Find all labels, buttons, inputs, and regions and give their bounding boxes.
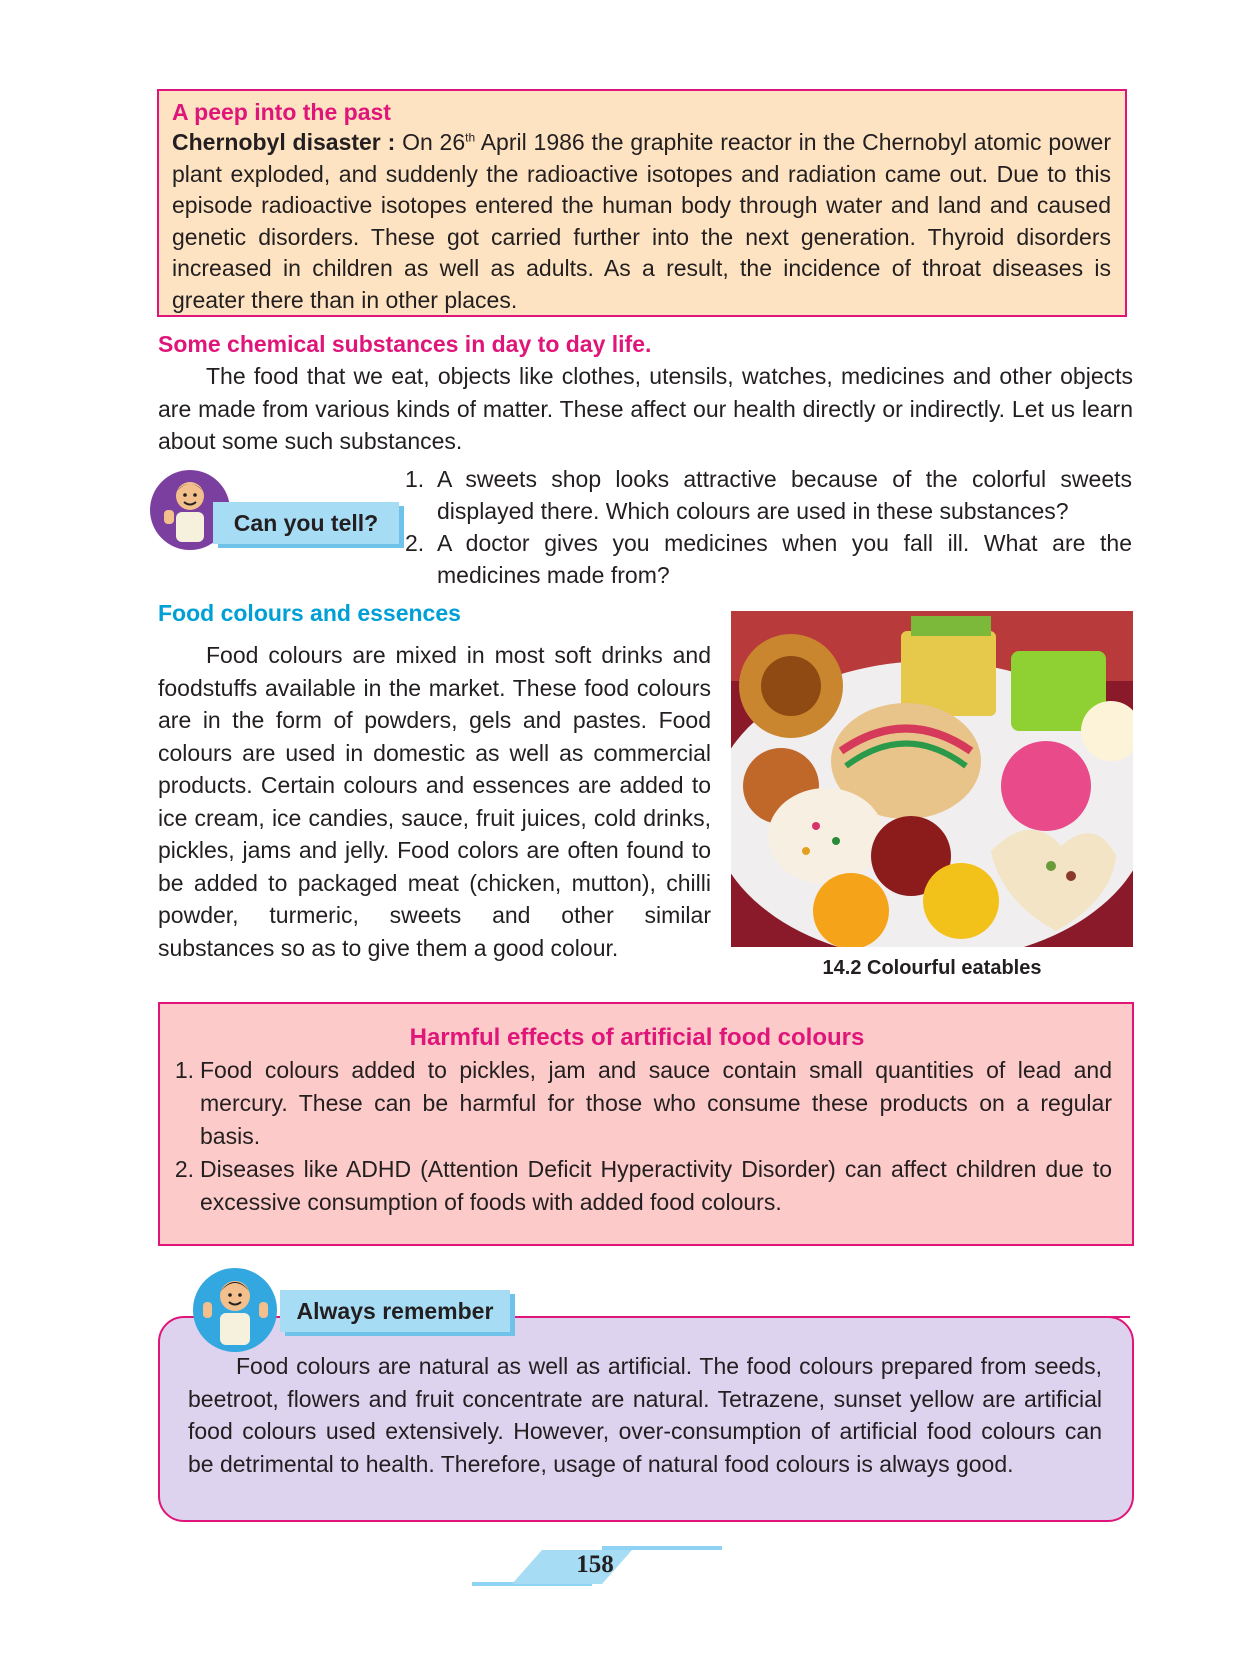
chernobyl-paragraph — [172, 127, 1111, 316]
divider — [510, 1316, 1130, 1318]
list-item — [405, 527, 1132, 591]
food-colours-paragraph: Food colours are mixed in most soft drinks and foodstuffs available in the market. These food colours are in the form of powders, gels and pastes. Food colours are used in domestic as well as commercial products. Certain colours and essences are added to ice cream, ice candies, sauce, fruit juices, cold drinks, pickles, jams and jelly. Food colors are often found to be added to packaged meat (chicken, mutton), chilli powder, turmeric, sweets and other similar substances so as to give them a good colour. — [158, 642, 711, 961]
peep-heading: A peep into the past — [172, 99, 391, 125]
harmful-effects-title: Harmful effects of artificial food colours — [409, 1024, 865, 1051]
can-you-tell-questions — [405, 463, 1132, 591]
always-remember-box — [158, 1316, 1134, 1522]
always-remember-paragraph: Food colours are natural as well as artificial. The food colours prepared from seeds, beetroot, flowers and fruit concentrate are natural. Tetrazene, sunset yellow are artificial food colours used extensively. However, over-consumption of artificial food colours can be detrimental to health. Therefore, usage of natural food colours is always good. — [188, 1353, 1102, 1477]
section-title-chemical-substances: Some chemical substances in day to day life. — [158, 331, 652, 357]
question-number: 1. — [405, 466, 425, 492]
always-remember-label: Always remember — [280, 1290, 510, 1332]
colourful-sweets-photo — [731, 611, 1133, 947]
item-number: 2. — [174, 1156, 194, 1182]
harmful-effects-box — [158, 1002, 1134, 1246]
date-superscript: th — [465, 130, 476, 145]
chernobyl-label: Chernobyl disaster : — [172, 129, 396, 155]
sweets-plate-illustration — [731, 611, 1133, 947]
page-number: 158 — [576, 1551, 614, 1578]
list-item — [162, 1054, 1112, 1153]
boy-pointing-icon — [193, 1268, 277, 1352]
can-you-tell-label: Can you tell? — [213, 502, 399, 544]
chemical-substances-paragraph: The food that we eat, objects like clothes, utensils, watches, medicines and other objects are made from various kinds of matter. These affect our health directly or indirectly. Let us learn about some such substances. — [158, 363, 1133, 454]
question-number: 2. — [405, 530, 425, 556]
item-text: Food colours added to pickles, jam and sauce contain small quantities of lead and mercury. These can be harmful for those who consume these products on a regular basis. — [200, 1057, 1112, 1149]
item-number: 1. — [174, 1057, 194, 1083]
chernobyl-text-start: On 26 — [395, 129, 466, 155]
chernobyl-text-rest: April 1986 the graphite reactor in the Chernobyl atomic power plant exploded, and suddenly the radioactive isotopes and radiation came out. Due to this episode radioactive isotopes entered the human body through water and land and caused genetic disorders. These got carried further into the next generation. Thyroid disorders increased in children as well as adults. As a result, the incidence of throat diseases is greater there than in other places. — [172, 129, 1112, 313]
list-item — [162, 1153, 1112, 1219]
peep-into-past-box — [157, 89, 1127, 317]
item-text: Diseases like ADHD (Attention Deficit Hyperactivity Disorder) can affect children due to excessive consumption of foods with added food colours. — [200, 1156, 1112, 1215]
figure-caption: 14.2 Colourful eatables — [822, 957, 1042, 979]
student-avatar — [193, 1268, 277, 1352]
list-item — [405, 463, 1132, 527]
question-text: A sweets shop looks attractive because of the colorful sweets displayed there. Which colours are used in these substances? — [437, 466, 1132, 524]
question-text: A doctor gives you medicines when you fall ill. What are the medicines made from? — [437, 530, 1132, 588]
section-title-food-colours: Food colours and essences — [158, 600, 461, 626]
